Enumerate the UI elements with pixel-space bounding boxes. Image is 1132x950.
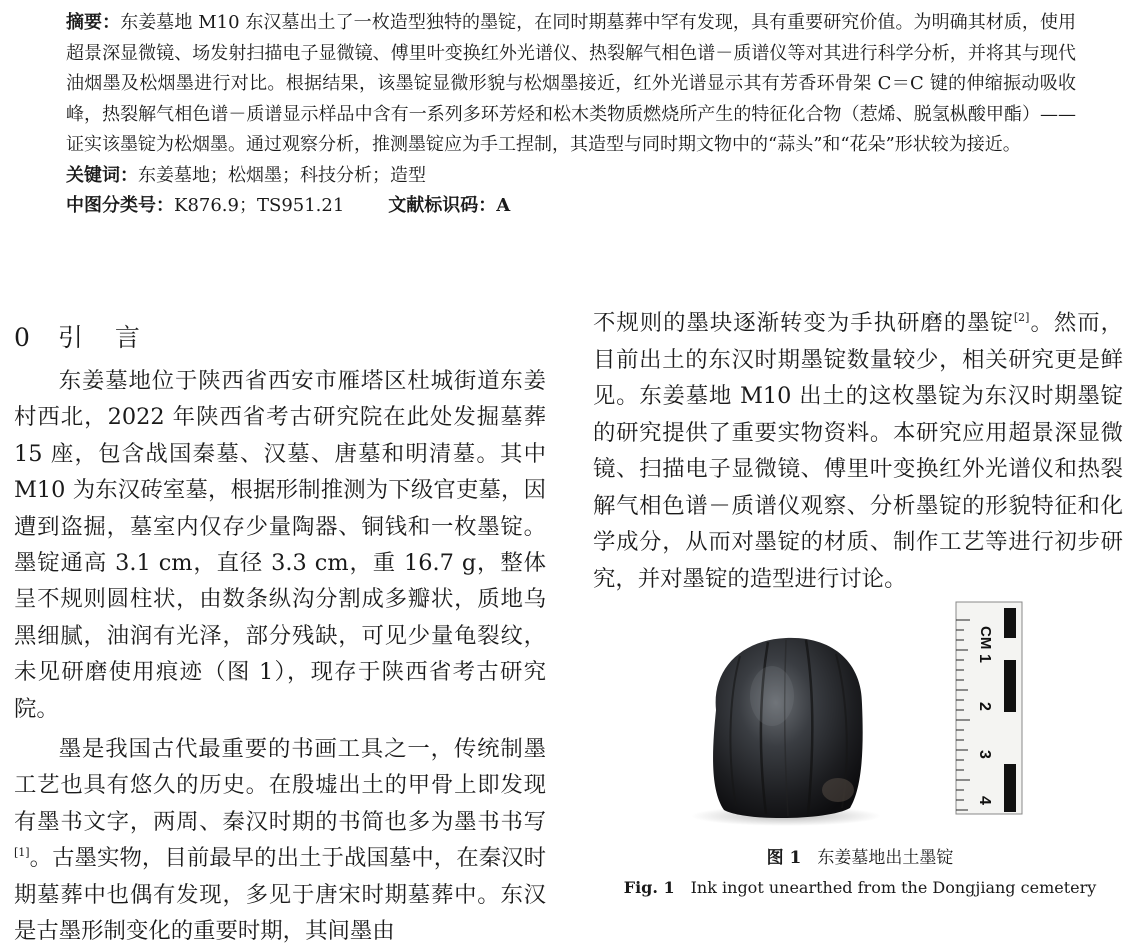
intro-p2-text-a: 墨是我国古代最重要的书画工具之一，传统制墨工艺也具有悠久的历史。在殷墟出土的甲骨上即发现有墨书文字，两周、秦汉时期的书简也多为墨书书写 bbox=[14, 736, 546, 835]
doc-code-label: 文献标识码： bbox=[388, 194, 497, 216]
abstract-body: 东姜墓地 M10 东汉墓出土了一枚造型独特的墨锭，在同时期墓葬中罕有发现，具有重要研究价值。为明确其材质，使用超景深显微镜、场发射扫描电子显微镜、傅里叶变换红外光谱仪、热裂解气相色谱－质谱仪等对其进行科学分析，并将其与现代油烟墨及松烟墨进行对比。根据结果，该墨锭显微形貌与松烟墨接近，红外光谱显示其有芳香环骨架 C＝C 键的伸缩振动吸收峰，热裂解气相色谱－质谱显示样品中含有一系列多环芳烃和松木类物质燃烧所产生的特征化合物（惹烯、脱氢枞酸甲酯）——证实该墨锭为松烟墨。通过观察分析，推测墨锭应为手工捏制，其造型与同时期文物中的“蒜头”和“花朵”形状较为接近。 bbox=[66, 12, 1077, 155]
ruler-tick-4: 4 bbox=[976, 796, 993, 805]
figure-label-zh: 图 1 bbox=[766, 848, 802, 868]
figure-caption-en bbox=[600, 876, 1120, 900]
section-title: 引言 bbox=[57, 323, 172, 352]
figure-caption-zh bbox=[600, 846, 1120, 870]
abstract-text bbox=[66, 8, 1076, 161]
clc-label: 中图分类号： bbox=[66, 194, 174, 216]
keywords-label: 关键词： bbox=[66, 164, 138, 186]
right-text-a: 不规则的墨块逐渐转变为手执研磨的墨锭 bbox=[593, 310, 1014, 336]
section-heading bbox=[14, 318, 546, 358]
intro-paragraph-continued bbox=[593, 305, 1123, 597]
citation-ref-2[interactable]: [2] bbox=[1013, 311, 1030, 324]
intro-paragraph-1: 东姜墓地位于陕西省西安市雁塔区杜城街道东姜村西北，2022 年陕西省考古研究院在此处发掘墓葬 15 座，包含战国秦墓、汉墓、唐墓和明清墓。其中 M10 为东汉砖室墓，根据形制推测为下级官吏墓，因遭到盗掘，墓室内仅存少量陶器、铜钱和一枚墨锭。墨锭通高 3.1 cm，直径 3.3 cm，重 16.7 g，整体呈不规则圆柱状，由数条纵沟分割成多瓣状，质地乌黑细腻，油润有光泽，部分残缺，可见少量龟裂纹，未见研磨使用痕迹（图 1），现存于陕西省考古研究院。 bbox=[14, 368, 546, 722]
left-column bbox=[14, 318, 546, 950]
right-column bbox=[593, 305, 1123, 597]
clc-number: K876.9；TS951.21 bbox=[174, 194, 345, 216]
keywords: 东姜墓地；松烟墨；科技分析；造型 bbox=[138, 164, 426, 186]
ruler-tick-3: 3 bbox=[976, 750, 993, 759]
ink-ingot-photo bbox=[600, 600, 1120, 840]
figure-title-en: Ink ingot unearthed from the Dongjiang cemetery bbox=[690, 878, 1097, 897]
figure-label-en: Fig. 1 bbox=[623, 878, 675, 897]
figure-1 bbox=[600, 600, 1120, 905]
ruler-unit: CM bbox=[977, 626, 994, 650]
citation-ref-1[interactable]: [1] bbox=[14, 846, 30, 860]
doc-code: A bbox=[496, 194, 511, 216]
section-number: 0 bbox=[14, 323, 30, 352]
abstract-label: 摘要： bbox=[66, 12, 121, 33]
right-text-b: 。然而，目前出土的东汉时期墨锭数量较少，相关研究更是鲜见。东姜墓地 M10 出土的这枚墨锭为东汉时期墨锭的研究提供了重要实物资料。本研究应用超景深显微镜、扫描电子显微镜、傅里叶变换红外光谱仪和热裂解气相色谱－质谱仪观察、分析墨锭的形貌特征和化学成分，从而对墨锭的材质、制作工艺等进行初步研究，并对墨锭的造型进行讨论。 bbox=[593, 310, 1124, 592]
intro-p2-text-b: 。古墨实物，目前最早的出土于战国墓中，在秦汉时期墓葬中也偶有发现，多见于唐宋时期墓葬中。东汉是古墨形制变化的重要时期，其间墨由 bbox=[14, 845, 546, 945]
ruler-scale bbox=[956, 602, 1022, 814]
ruler-tick-1: 1 bbox=[976, 654, 993, 663]
classification-line bbox=[66, 191, 1076, 221]
ruler-tick-2: 2 bbox=[976, 702, 993, 711]
intro-paragraph-2 bbox=[14, 731, 546, 949]
figure-title-zh: 东姜墓地出土墨锭 bbox=[817, 848, 954, 868]
keywords-line bbox=[66, 161, 1076, 191]
abstract-block bbox=[66, 8, 1076, 221]
